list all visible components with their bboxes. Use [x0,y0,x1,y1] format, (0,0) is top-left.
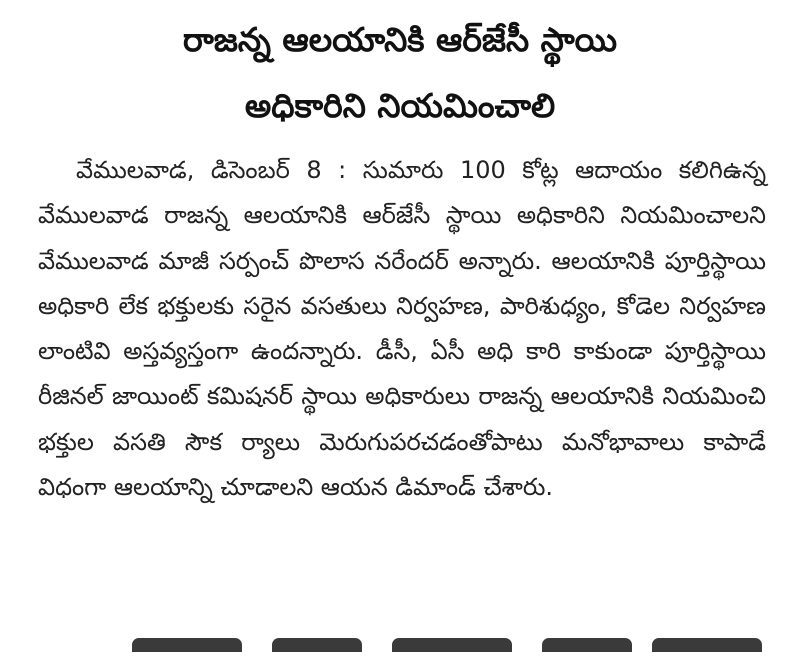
headline-line-1: రాజన్న ఆలయానికి ఆర్‌జేసీ స్థాయి [182,20,618,59]
article-body: వేములవాడ, డిసెంబర్ 8 : సుమారు 100 కోట్ల ఆదాయం కలిగిఉన్న వేములవాడ రాజన్న ఆలయానికి ఆర్‌జేసీ స్థాయి అధికారిని నియమించాలని వేములవాడ మాజీ సర్పంచ్ పొలాస నరేందర్ అన్నారు. ఆలయానికి పూర్తిస్థాయి అధికారి లేక భక్తులకు సరైన వసతులు నిర్వహణ, పారిశుధ్యం, కోడెల నిర్వహణ లాంటివి అస్తవ్యస్తంగా ఉందన్నారు. డీసీ, ఏసీ అధి కారి కాకుండా పూర్తిస్థాయి రీజినల్ జాయింట్ కమిషనర్ స్థాయి అధికారులు రాజన్న ఆలయానికి నియమించి భక్తుల వసతి సౌక ర్యాలు మెరుగుపరచడంతోపాటు మనోభావాలు కాపాడే విధంగా ఆలయాన్ని చూడాలని ఆయన డిమాండ్ చేశారు. [38,156,766,502]
headline-line-2: అధికారిని నియమించాలి [244,86,556,125]
next-article-cropped-text [132,632,770,672]
